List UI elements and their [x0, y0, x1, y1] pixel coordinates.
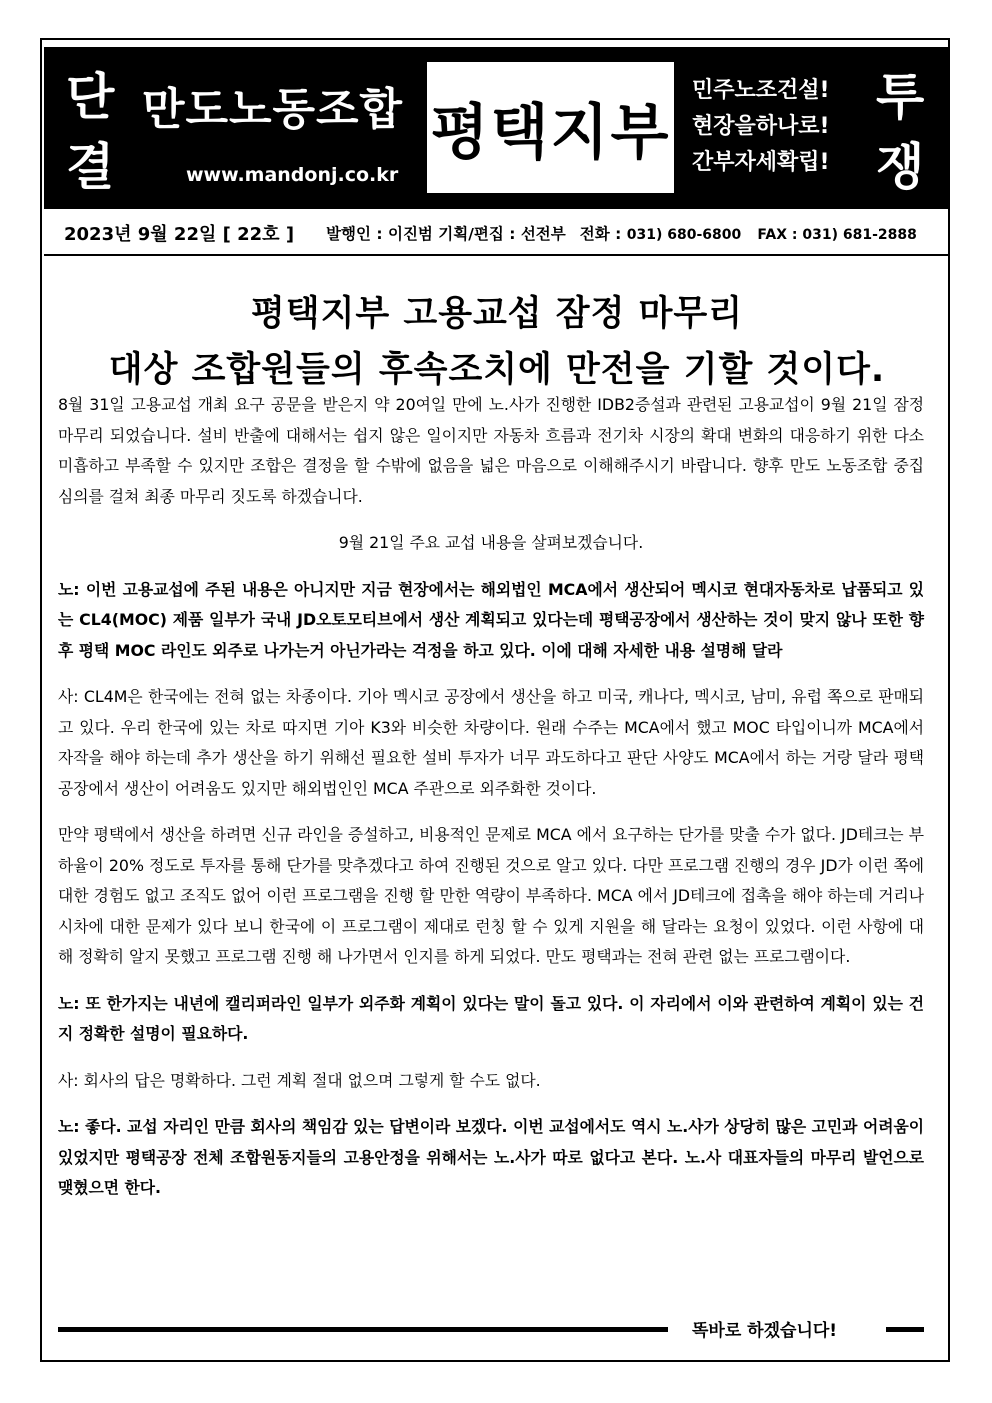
- phone-number: 031) 680-6800: [626, 227, 742, 243]
- phone-label: 전화 :: [579, 225, 622, 243]
- slogan-2: 현장을하나로!: [692, 114, 830, 139]
- masthead-char-jaeng: 쟁: [876, 138, 925, 196]
- masthead-char-tu: 투: [876, 68, 925, 126]
- company-answer-1: 사: CL4M은 한국에는 전혀 없는 차종이다. 기아 멕시코 공장에서 생산을 하고 미국, 캐나다, 멕시코, 남미, 유럽 쪽으로 판매되고 있다. 우리 한국에 있는 차로 따지면 기아 K3와 비슷한 차량이다. 원래 수주는 MCA에서 했고 MOC 타입이니까 MCA에서 자작을 해야 하는데 추가 생산을 하기 위해선 필요한 설비 투자가 너무 과도하다고 판단 사양도 MCA에서 하는 거랑 달라 평택공장에서 생산이 어려움도 있지만 해외법인인 MCA 주관으로 외주화한 것이다.: [58, 687, 924, 798]
- fax-number: FAX : 031) 681-2888: [757, 227, 917, 243]
- publisher-info: 발행인 : 이진범 기획/편집 : 선전부: [326, 225, 566, 243]
- branch-title-box: [427, 62, 674, 193]
- masthead: [44, 47, 950, 209]
- slogan-3: 간부자세확립!: [692, 150, 830, 175]
- headline-line-1: 평택지부 고용교섭 잠정 마무리: [250, 294, 744, 334]
- article-body: [58, 390, 924, 1220]
- union-name: 만도노동조합: [142, 84, 404, 135]
- masthead-char-dan: 단: [66, 68, 115, 126]
- footer-rule-right: [886, 1327, 924, 1332]
- slogans: [692, 73, 830, 181]
- company-answer-1-continued: 만약 평택에서 생산을 하려면 신규 라인을 증설하고, 비용적인 문제로 MCA 에서 요구하는 단가를 맞출 수가 없다. JD테크는 부하율이 20% 정도로 투자를 통해 단가를 맞추겠다고 하여 진행된 것으로 알고 있다. 다만 프로그램 진행의 경우 JD가 이런 쪽에 대한 경험도 없고 조직도 없어 이런 프로그램을 진행 할 만한 역량이 부족하다. MCA 에서 JD테크에 접촉을 해야 하는데 거리나 시차에 대한 문제가 있다 보니 한국에 이 프로그램이 제대로 런칭 할 수 있게 지원을 해 달라는 요청이 있었다. 이런 사항에 대해 정확히 알지 못했고 프로그램 진행 해 나가면서 인지를 하게 되었다. 만도 평택과는 전혀 관련 없는 프로그램이다.: [58, 825, 924, 966]
- footer-rule-left: [58, 1327, 668, 1332]
- union-question-2: 노: 또 한가지는 내년에 캘리퍼라인 일부가 외주화 계획이 있다는 말이 돌고 있다. 이 자리에서 이와 관련하여 계획이 있는 건지 정확한 설명이 필요하다.: [58, 993, 924, 1043]
- issue-date: 2023년 9월 22일 [ 22호 ]: [64, 224, 295, 245]
- union-closing: 노: 좋다. 교섭 자리인 만큼 회사의 책임감 있는 답변이라 보겠다. 이번 교섭에서도 역시 노.사가 상당히 많은 고민과 어려움이 있었지만 평택공장 전체 조합원동지들의 고용안정을 위해서는 노.사가 따로 없다고 본다. 노.사 대표자들의 마무리 발언으로 맺혔으면 한다.: [58, 1117, 924, 1197]
- intro-paragraph: 8월 31일 고용교섭 개최 요구 공문을 받은지 약 20여일 만에 노.사가 진행한 IDB2증설과 관련된 고용교섭이 9월 21일 잠정 마무리 되었습니다. 설비 반출에 대해서는 쉽지 않은 일이지만 자동차 흐름과 전기차 시장의 확대 변화의 대응하기 위한 다소 미흡하고 부족할 수 있지만 조합은 결정을 할 수밖에 없음을 넓은 마음으로 이해해주시기 바랍니다. 향후 만도 노동조합 중집 심의를 걸쳐 최종 마무리 짓도록 하겠습니다.: [58, 395, 924, 506]
- union-question-1: 노: 이번 고용교섭에 주된 내용은 아니지만 지금 현장에서는 해외법인 MCA에서 생산되어 멕시코 현대자동차로 납품되고 있는 CL4(MOC) 제품 일부가 국내 JD오토모티브에서 생산 계획되고 있다는데 평택공장에서 생산하는 것이 맞지 않나 또한 향후 평택 MOC 라인도 외주로 나가는거 아닌가라는 걱정을 하고 있다. 이에 대해 자세한 내용 설명해 달라: [58, 579, 924, 660]
- headline-line-2: 대상 조합원들의 후속조치에 만전을 기할 것이다.: [108, 350, 886, 390]
- masthead-char-gyeol: 결: [66, 138, 115, 196]
- union-website: www.mandonj.co.kr: [186, 164, 399, 186]
- contact-info: [580, 222, 917, 244]
- branch-title: 평택지부: [430, 97, 671, 168]
- footer-motto: 똑바로 하겠습니다!: [692, 1321, 838, 1341]
- info-bar: [44, 212, 950, 256]
- section-heading: 9월 21일 주요 교섭 내용을 살펴보겠습니다.: [338, 533, 644, 552]
- slogan-1: 민주노조건설!: [692, 78, 830, 103]
- company-answer-2: 사: 회사의 답은 명확하다. 그런 계획 절대 없으며 그렇게 할 수도 없다.: [58, 1070, 541, 1090]
